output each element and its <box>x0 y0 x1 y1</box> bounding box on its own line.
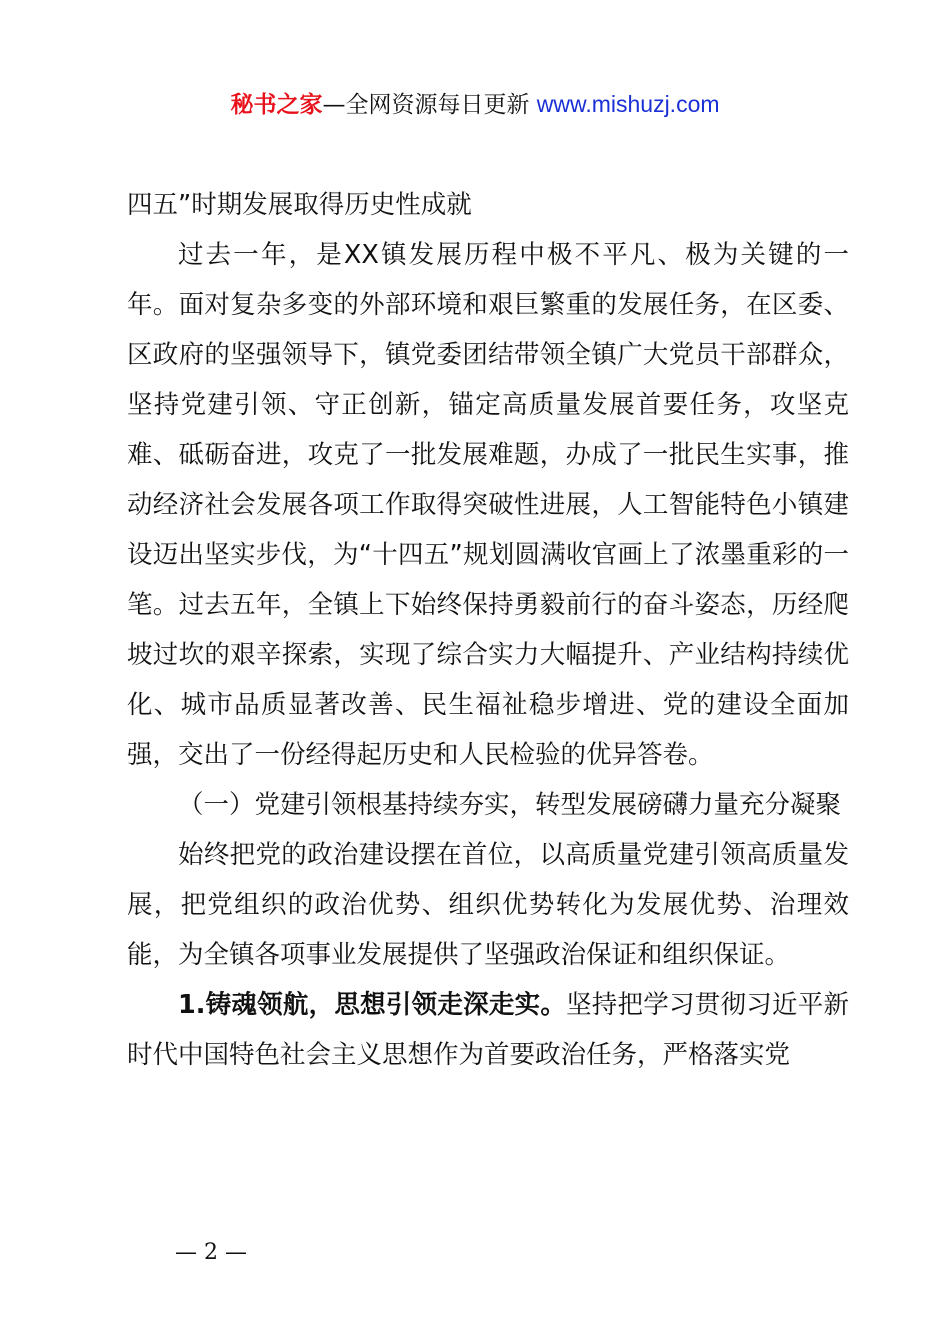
site-url-link[interactable]: www.mishuzj.com <box>536 91 720 117</box>
body-paragraph: 过去一年，是XX镇发展历程中极不平凡、极为关键的一年。面对复杂多变的外部环境和艰巨繁重的发展任务，在区委、区政府的坚强领导下，镇党委团结带领全镇广大党员干部群众，坚持党建引领、守正创新，锚定高质量发展首要任务，攻坚克难、砥砺奋进，攻克了一批发展难题，办成了一批民生实事，推动经济社会发展各项工作取得突破性进展，人工智能特色小镇建设迈出坚实步伐，为“十四五”规划圆满收官画上了浓墨重彩的一笔。过去五年，全镇上下始终保持勇毅前行的奋斗姿态，历经爬坡过坎的艰辛探索，实现了综合实力大幅提升、产业结构持续优化、城市品质显著改善、民生福祉稳步增进、党的建设全面加强，交出了一份经得起历史和人民检验的优异答卷。 <box>127 240 849 770</box>
body-paragraph: 始终把党的政治建设摆在首位，以高质量党建引领高质量发展，把党组织的政治优势、组织优势转化为发展优势、治理效能，为全镇各项事业发展提供了坚强政治保证和组织保证。 <box>127 840 849 970</box>
item-text: 坚持把学习贯彻习近平新时代中国特色社会主义思想作为首要政治任务，严格落实党 <box>127 990 849 1070</box>
document-body <box>127 180 849 1080</box>
page-number: — 2 — <box>175 1240 247 1265</box>
site-watermark-header <box>0 86 950 123</box>
brand-name: 秘书之家 <box>230 92 323 118</box>
section-heading: （一）党建引领根基持续夯实，转型发展磅礴力量充分凝聚 <box>178 790 842 820</box>
numbered-item <box>127 980 849 1080</box>
continued-line: 四五”时期发展取得历史性成就 <box>127 190 472 220</box>
brand-tagline: —全网资源每日更新 <box>322 92 537 118</box>
item-lead: 1.铸魂领航，思想引领走深走实。 <box>178 990 567 1020</box>
